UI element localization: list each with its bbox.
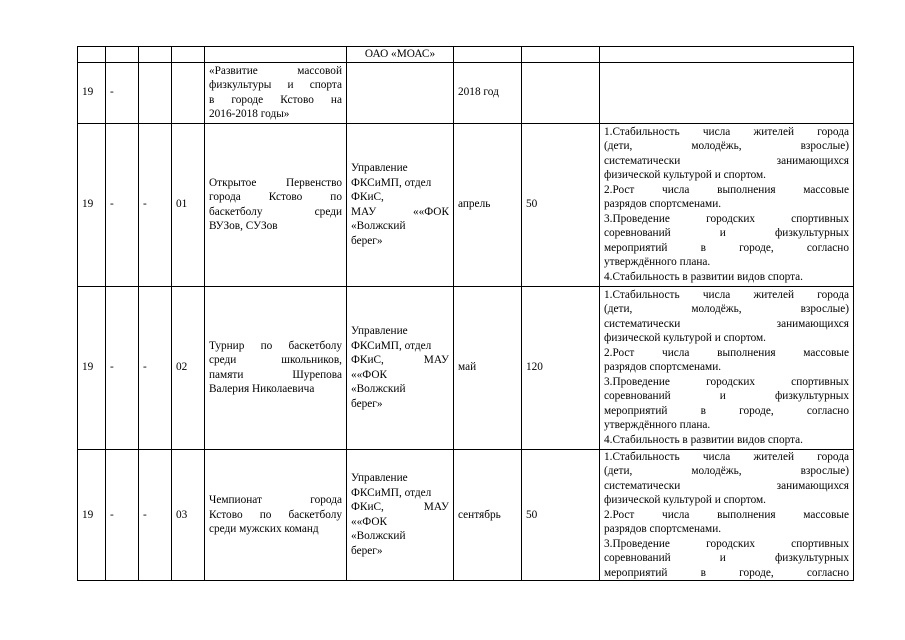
program-title-line: в городе Кстово на [209,93,342,106]
cell-empty [522,47,600,63]
event-name [205,123,347,286]
event-dash: - [106,449,139,581]
outcome-line: систематически занимающихся [604,317,849,330]
event-org-line: ФКиС, МАУ [351,354,449,366]
cell-empty [600,62,854,123]
org-row [78,47,854,63]
outcome-line: 4.Стабильность в развитии видов спорта. [604,433,804,446]
outcome-line: 3.Проведение городских спортивных [604,212,849,225]
outcome-line: (дети, молодёжь, взрослые) [604,303,849,316]
outcome-line: соревнований и физкультурных [604,227,849,240]
outcome-line: 1.Стабильность числа жителей города [604,125,849,138]
event-org-line: Управление [351,162,408,174]
outcome-line: разрядов спортсменами. [604,198,722,211]
cell-empty [172,47,205,63]
event-name-line: памяти Шурепова [209,368,342,381]
cell-empty [139,47,172,63]
event-org-line: «Волжский [351,383,406,395]
event-dash: - [106,123,139,286]
event-org-line: ««ФОК [351,515,388,528]
event-count: 50 [522,123,600,286]
event-org-line: ФКСиМП, отдел [351,176,432,189]
program-title-line: физкультуры и спорта [209,79,342,91]
event-name [205,449,347,581]
event-code: 03 [172,449,205,581]
event-number: 19 [78,286,106,449]
program-title [205,62,347,123]
event-org-line: ФКСиМП, отдел [351,339,432,352]
event-dash: - [139,123,172,286]
outcome-line: мероприятий в городе, согласно [604,404,849,417]
outcome-line: соревнований и физкультурных [604,552,849,564]
cell-empty [139,62,172,123]
event-org-line: «Волжский [351,530,406,543]
outcome-line: физической культурой и спортом. [604,332,767,345]
program-title-line: 2016-2018 годы» [209,108,290,120]
cell-empty [78,47,106,63]
outcome-line: (дети, молодёжь, взрослые) [604,140,849,153]
outcome-line: разрядов спортсменами. [604,361,722,374]
program-dash: - [106,62,139,123]
event-name-line: среди школьников, [209,354,342,366]
outcome-line: мероприятий в городе, согласно [604,566,849,579]
program-period: 2018 год [454,62,522,123]
outcome-line: 2.Рост числа выполнения массовые [604,346,849,359]
event-org-line: Управление [351,325,408,337]
event-count: 50 [522,449,600,581]
cell-empty [347,62,454,123]
org-name-cell: ОАО «МОАС» [347,47,454,63]
event-date: май [454,286,522,449]
outcome-line: утверждённого плана. [604,256,711,269]
outcome-line: систематически занимающихся [604,154,849,167]
outcome-line: 4.Стабильность в развитии видов спорта. [604,270,804,283]
event-org-line: ««ФОК [351,368,388,381]
event-code: 02 [172,286,205,449]
cell-empty [172,62,205,123]
event-org-line: МАУ ««ФОК [351,205,449,218]
outcome-line: 2.Рост числа выполнения массовые [604,508,849,521]
event-name [205,286,347,449]
event-outcomes [600,449,854,581]
event-dash: - [106,286,139,449]
event-organizer [347,123,454,286]
outcome-line: 1.Стабильность числа жителей города [604,288,849,301]
outcome-line: физической культурой и спортом. [604,169,767,182]
program-row [78,62,854,123]
event-org-line: ФКиС, [351,191,384,203]
event-org-line: берег» [351,544,383,557]
event-outcomes [600,286,854,449]
event-dash: - [139,286,172,449]
event-number: 19 [78,123,106,286]
event-date: апрель [454,123,522,286]
event-org-line: берег» [351,234,383,247]
outcome-line: (дети, молодёжь, взрослые) [604,465,849,477]
outcome-line: физической культурой и спортом. [604,494,767,506]
event-org-line: ФКСиМП, отдел [351,486,432,499]
event-count: 120 [522,286,600,449]
event-organizer [347,286,454,449]
outcome-line: 3.Проведение городских спортивных [604,537,849,550]
event-name-line: Чемпионат города [209,494,342,506]
event-name-line: Турнир по баскетболу [209,339,342,352]
cell-empty [106,47,139,63]
event-number: 19 [78,449,106,581]
cell-empty [522,62,600,123]
event-name-line: Валерия Николаевича [209,383,315,395]
event-name-line: Кстово по баскетболу [209,508,342,521]
event-name-line: Открытое Первенство [209,176,342,189]
event-code: 01 [172,123,205,286]
cell-empty [454,47,522,63]
outcome-line: мероприятий в городе, согласно [604,241,849,254]
event-org-line: Управление [351,472,408,485]
outcome-line: систематически занимающихся [604,479,849,492]
program-title-line: «Развитие массовой [209,64,342,77]
event-name-line: ВУЗов, СУЗов [209,220,278,232]
event-date: сентябрь [454,449,522,581]
outcome-line: 3.Проведение городских спортивных [604,375,849,388]
outcome-line: 2.Рост числа выполнения массовые [604,183,849,196]
event-name-line: города Кстово по [209,191,342,203]
outcome-line: 1.Стабильность числа жителей города [604,450,849,463]
program-number: 19 [78,62,106,123]
event-org-line: ФКиС, МАУ [351,501,449,514]
cell-empty [205,47,347,63]
event-outcomes [600,123,854,286]
event-org-line: берег» [351,397,383,410]
event-name-line: среди мужских команд [209,523,319,535]
cell-empty [600,47,854,63]
event-row [78,123,854,286]
plan-table [77,46,854,581]
event-organizer [347,449,454,581]
event-row [78,449,854,581]
event-dash: - [139,449,172,581]
event-name-line: баскетболу среди [209,205,342,218]
outcome-line: разрядов спортсменами. [604,523,722,535]
event-row [78,286,854,449]
outcome-line: соревнований и физкультурных [604,390,849,403]
outcome-line: утверждённого плана. [604,419,711,432]
event-org-line: «Волжский [351,220,406,232]
